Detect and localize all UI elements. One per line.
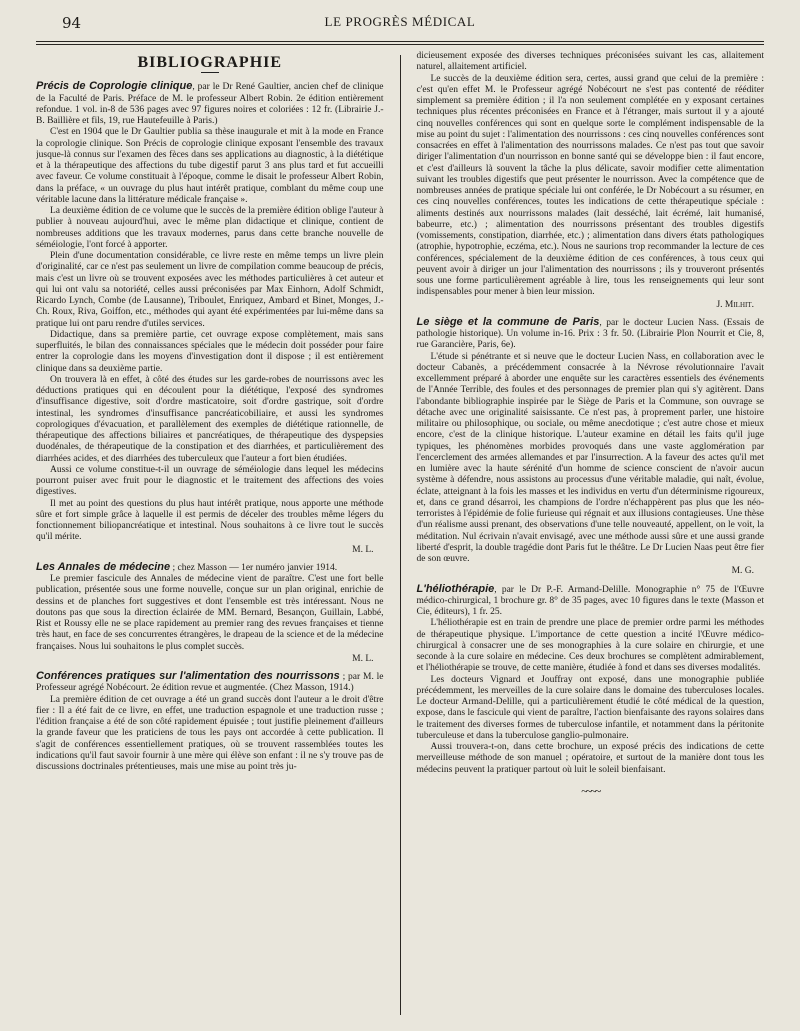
header-rule-thin	[36, 44, 764, 45]
paragraph: Le premier fascicule des Annales de médecine vient de paraître. C'est une fort belle publication, présentée sous une forme nouvelle, conçue sur un plan original, enrichie de dessins et de planches fort suggestives et dont l'ensemble est très intéressant. Nous ne doutons pas que sous la direction éclairée de MM. Bernard, Besançon, Guillain, Labbé, Rist et Roussy elle ne se place rapidement au premier rang des revues françaises et tienne très haut, en face de ses concurrentes étrangères, le drapeau de la science et de la médecine françaises. Nous lui souhaitons le plus complet succès.	[36, 574, 384, 652]
paragraph: Le succès de la deuxième édition sera, certes, aussi grand que celui de la première : c'est qu'en effet M. le Professeur agrégé Nobécourt ne s'est pas contenté de rééditer simplement sa première édition ; il l'a non seulement complétée en y exposant certaines techniques plus récentes préconisées en France et à l'étranger, mais surtout il y a ajouté cinq nouvelles conférences qui sont en quelque sorte le complément indispensable de la mise au point du sujet : l'alimentation des nourrissons : ces cinq nouvelles conférences sont consacrées en effet à l'alimentation des nourrissons malades. Ce n'est pas tout que savoir diriger l'alimentation d'un nourrisson en bonne santé qui se développe bien : il faut encore, et c'est d'ailleurs là souvent la tâche la plus délicate, savoir modifier cette alimentation suivant les troubles digestifs que peut présenter le nourrisson. Avec la compétence que de nombreuses années de pratique spéciale lui ont conférée, le Dr Nobécourt a su résumer, en ces cinq nouvelles conférences, toutes les indications de cette thérapeutique spéciale : aliments destinés aux nourrissons malades (lait desséché, lait écrémé, lait humanisé, babeurre, etc.) ; alimentation des nourrissons présentant des troubles digestifs (vomissements, constipation, diarrhée, etc.) ; alimentation dans divers états pathologiques (atrophie, hypotrophie, eczéma, etc.). Nous ne saurions trop recommander la lecture de ces conférences, spécialement de la deuxième édition de ces conférences, à tous ceux qui peuvent avoir à diriger un jour l'alimentation des nourrissons ; ils y trouveront présentés sous une forme particulièrement agréable à lire, tous les renseignements qui leur sont indispensables pour mener à bien leur mission.	[416, 73, 764, 298]
review-entry-header	[36, 671, 384, 695]
paragraph: Il met au point des questions du plus haut intérêt pratique, nous apporte une méthode sûre et fort simple grâce à laquelle il est permis de déceler des troubles même légers du fonctionnement biliopancréatique et intestinal. Nous souhaitons à ce livre tout le succès qu'il mérite.	[36, 498, 384, 543]
reviewer-signature: M. L.	[352, 653, 374, 664]
review-entry-header	[36, 562, 384, 574]
column-divider	[400, 55, 401, 1015]
book-title: L'héliothérapie	[416, 582, 495, 595]
reviewer-signature: M. L.	[352, 544, 374, 555]
book-reference: , par le Dr René Gaultier, ancien chef de clinique de la Faculté de Paris. Préface de M. le professeur Albert Robin. 2e édition entièrement refondue. 1 vol. in-8 de 536 pages avec 97 figures noires et coloriées : 12 fr. (Librairie J.-B. Baillière et fils, 19, rue Hautefeuille à Paris.)	[36, 82, 384, 126]
reviewer-signature: M. G.	[731, 566, 754, 577]
book-title: Conférences pratiques sur l'alimentation des nourrissons	[36, 670, 340, 682]
title-dash	[201, 72, 219, 73]
book-title: Les Annales de médecine	[36, 560, 171, 573]
paragraph: L'héliothérapie est en train de prendre une place de premier ordre parmi les méthodes de thérapeutique physique. L'importance de cette question a incité l'Œuvre médico-chirurgical à consacrer une de ses monographies à la cure solaire en chirurgie, et une seconde à la cure solaire en médecine. Ces deux brochures se complètent admirablement, et l'héliothérapie se trouve, de cette manière, étudiée à fond et dans ses diverses modalités.	[416, 618, 764, 674]
paragraph: Aussi trouvera-t-on, dans cette brochure, un exposé précis des indications de cette merveilleuse méthode de son manuel ; opératoire, et surtout de la manière dont tous les médecins peuvent la pratiquer partout où luit le soleil bienfaisant.	[416, 742, 764, 775]
reviewer-signature: J. Milhit.	[716, 299, 754, 310]
paragraph: L'étude si pénétrante et si neuve que le docteur Lucien Nass, en collaboration avec le docteur Cabanès, a précédemment consacrée à la Névrose révolutionnaire l'avait excellemment préparé à aborder une enquête sur les caractères essentiels des événements de l'Année Terrible, des foules et des personnages de premier plan qui s'y agitèrent. Dans l'abondante bibliographie inspirée par le Siège de Paris et la Commune, son ouvrage se détache avec une originalité saisissante. Ce n'est pas, à proprement parler, une histoire militaire ou philosophique, ou sociale, ou même anecdotique ; c'est autre chose et mieux encore, c'est de la clinique historique. L'auteur examine en détail les faits qu'il juge typiques, les phénomènes morbides provoqués dans une vaste agglomération par l'encerclement des armées allemandes et par l'insurrection. A la faveur des actes qu'il met en lumière avec la haute sérénité d'un homme de science conscient de n'avoir aucun système à défendre, nous assistons au processus d'une véritable maladie, qui naît, évolue, éclate, atteignant à la fois les masses et les individus en vertu d'un déterminisme rigoureux, et, dans ce grand désarroi, les champions de l'ordre n'échappèrent pas plus que les néo-terroristes à l'épidémie de folie furieuse qui régnait et aux illusions contagieuses. Une thèse d'un réalisme aussi prenant, des observations d'une telle nouveauté, appellent, on le voit, la méditation. Nul écrivain n'avait envisagé, avec une méthode aussi sûre et une aussi grande liberté d'esprit, la double tragédie dont Paris fut le théâtre. Le Dr Lucien Naas peut être fier de son œuvre.	[416, 351, 764, 564]
paragraph: Didactique, dans sa première partie, cet ouvrage expose complètement, mais sans superfluités, le bilan des connaissances spéciales que le médecin doit posséder pour faire entrer la coprologie dans les moyens d'investigation dont il dispose ; il est entièrement clinique dans sa deuxième partie.	[36, 329, 384, 374]
left-column	[36, 51, 384, 1027]
book-reference: , par le Dr P.-F. Armand-Delille. Monographie n° 75 de l'Œuvre médico-chirurgical, 1 brochure gr. 8° de 35 pages, avec 10 figures dans le texte (Masson et Cie, éditeurs), 1 fr. 25.	[416, 584, 764, 617]
paragraph: On trouvera là en effet, à côté des études sur les garde-robes de nourrissons avec les déductions pratiques qui en découlent pour la diététique, l'exposé des syndromes d'insuffisance digestive, soit d'ordre masticatoire, soit d'ordre gastrique, soit d'ordre intestinal, les syndromes d'insuffisance pancréaticobiliaire, et aussi les syndromes coprologiques d'évacuation, et parallèlement des exemples de diététique rationnelle, de thérapeutique des affections biliaires et pancréatiques, de thérapeutique des dyspepsies duodénales, de thérapeutique de la constipation et des diarrhées, et particulièrement des diarrhées acides, et des diarrhées des tuberculeux que l'auteur a fort bien étudiées.	[36, 374, 384, 464]
book-reference: , par le docteur Lucien Nass. (Essais de pathologie historique). Un volume in-16. Prix : 3 fr. 50. (Librairie Plon Nourrit et Cie, 8, rue Garancière, Paris, 6e).	[416, 317, 764, 351]
right-column	[416, 51, 764, 1027]
book-reference: ; par M. le Professeur agrégé Nobécourt. 2e édition revue et augmentée. (Chez Masson, 1914.)	[36, 672, 384, 694]
paragraph: La deuxième édition de ce volume que le succès de la première édition oblige l'auteur à publier à nouveau aujourd'hui, avec le même plan didactique et clinique, contient de nombreuses additions que les travaux modernes, parus dans cette branche nouvelle de séméiologie, l'ont forcé à apporter.	[36, 206, 384, 250]
review-entry-header	[416, 317, 764, 352]
book-reference: ; chez Masson — 1er numéro janvier 1914.	[170, 562, 338, 573]
header-rule	[36, 41, 764, 42]
section-title: BIBLIOGRAPHIE	[137, 54, 283, 71]
paragraph: La première édition de cet ouvrage a été un grand succès dont l'auteur a le droit d'être fier : Il a été fait de ce livre, en effet, une traduction espagnole et une traduction russe ; l'édition française a été de son côté rapidement épuisée ; tout justifie pleinement d'ailleurs la grande faveur que les praticiens de tous les pays ont accordée à cette publication. Il s'agit de conférences essentiellement pratiques, où se trouvent rassemblées toutes les indications qu'il faut savoir fournir à une mère qui élève son enfant : il ne s'y trouve pas de discussions doctrinales prétentieuses, mais une mise au point très ju-	[36, 694, 384, 772]
page-number: 94	[62, 14, 82, 32]
paragraph: Plein d'une documentation considérable, ce livre reste en même temps un livre plein d'originalité, car ce n'est pas seulement un livre de compilation comme beaucoup de précis, mais c'est un livre où se trouvent exposées avec les méthodes particulières à cet auteur et qui lui ont valu sa notoriété, celles aussi préconisées par Max Einhorn, Adolf Schmidt, Ricardo Lynch, Combe (de Lausanne), Triboulet, Enriquez, Ambard et Binet, Monges, J.-Ch. Roux, Riva, Goiffon, etc., méthodes qui ayant été expérimentées par lui-même dans sa pratique lui ont paru rendre d'utiles services.	[36, 251, 384, 329]
paragraph: C'est en 1904 que le Dr Gaultier publia sa thèse inaugurale et mit à la mode en France la coprologie clinique. Son Précis de coprologie clinique exposant l'ensemble des travaux jusque-là connus sur l'examen des fèces dans ses applications au diagnostic, à la diététique et à la thérapeutique des affections du tube digestif parut 3 ans plus tard et fut accueilli avec faveur. Ce volume constituait à l'époque, comme le disait le professeur Albert Robin, dans la préface, « un ouvrage du plus haut intérêt pratique, comblant du même coup une véritable lacune dans la littérature médicale française ».	[36, 127, 384, 205]
paragraph: Les docteurs Vignard et Jouffray ont exposé, dans une monographie publiée précédemment, les merveilles de la cure solaire dans le domaine des tuberculoses locales. Le docteur Armand-Delille, qui a particulièrement étudié le côté médical de la question, expose, dans le fascicule qui vient de paraître, l'action bienfaisante des rayons solaires dans le traitement des diverses formes de tuberculose infantile, et notamment dans la péritonite tuberculeuse et dans la tuberculose ganglio-pulmonaire.	[416, 674, 764, 741]
book-title: Le siège et la commune de Paris	[416, 315, 600, 328]
paragraph-continued: dicieusement exposée des diverses techniques préconisées suivant les cas, allaitement naturel, allaitement artificiel.	[416, 51, 764, 73]
paragraph: Aussi ce volume constitue-t-il un ouvrage de séméiologie dans lequel les médecins pourront puiser avec fruit pour le diagnostic et le traitement des affections des voies digestives.	[36, 464, 384, 498]
running-title: LE PROGRÈS MÉDICAL	[324, 14, 476, 29]
review-entry-header	[416, 584, 764, 619]
review-entry-header	[36, 81, 384, 127]
two-column-body	[36, 51, 764, 1027]
book-title: Précis de Coprologie clinique	[36, 80, 193, 93]
end-ornament: ~~~~	[581, 783, 600, 798]
page-header	[36, 14, 764, 38]
